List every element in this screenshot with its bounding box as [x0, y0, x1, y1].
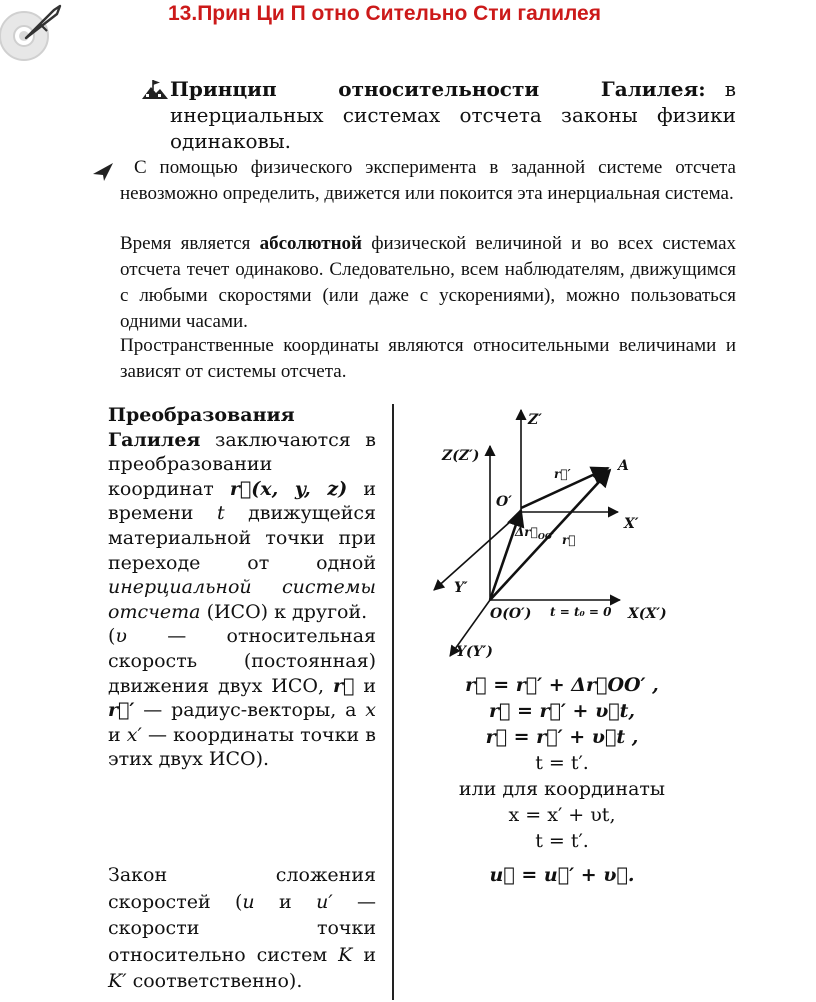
- principle-block: [140, 76, 736, 154]
- velocity-symbol: υ: [115, 625, 127, 648]
- compass-target-icon: [0, 2, 64, 66]
- delta-r-vector: [490, 510, 521, 600]
- note-text-1: — относительная скорость (постоянная) движения двух ИСО,: [108, 625, 377, 697]
- absolute-term: абсолютной: [259, 233, 362, 254]
- note-open: (: [108, 625, 116, 648]
- formula-7: u⃗ = u⃗′ + υ⃗.: [489, 864, 635, 886]
- z-prime-label: Z′: [528, 412, 542, 428]
- origin-label: O(O′): [490, 606, 532, 622]
- u-prime-symbol: u′: [316, 890, 333, 913]
- k-prime-symbol: K′: [108, 970, 127, 992]
- r-prime-symbol: r⃗′: [108, 699, 135, 722]
- inertial-frame-term: инерциальной системы отсчета: [108, 576, 376, 623]
- coordinates-caption: или для координаты: [458, 778, 666, 800]
- r-prime-label: r⃗′: [554, 467, 571, 481]
- x-symbol: x: [365, 699, 377, 722]
- paragraph-experiment: С помощью физического эксперимента в заданной системе отсчета невозможно определить, движется или покоится эта инерциальная система.: [120, 157, 736, 204]
- position-vector: r⃗(x, y, z): [229, 477, 348, 500]
- o-prime-label: O′: [496, 494, 512, 510]
- transform-text-2: и времени: [108, 477, 376, 525]
- transform-lead: Преобразования Галилея: [108, 404, 295, 451]
- and-word-2: и: [108, 723, 121, 746]
- law-text-2: — скорости точки относительно систем: [108, 890, 377, 966]
- u-symbol: u: [242, 890, 255, 913]
- delta-r-label: $\Delta r⃗_{OO'}$: [515, 525, 554, 541]
- reference-frames-diagram: [420, 404, 700, 668]
- formula-1: r⃗ = r⃗′ + Δr⃗OO′ ,: [465, 674, 659, 696]
- formula-2: r⃗ = r⃗′ + υ⃗t,: [488, 700, 636, 722]
- time-text-start: Время является: [120, 233, 251, 254]
- velocity-law-text: [108, 862, 376, 995]
- law-and-2: и: [363, 943, 376, 966]
- y-label: Y(Y′): [456, 644, 493, 660]
- galileo-transform-text: [108, 403, 376, 772]
- time-text-end: физической величиной и во всех системах отсчета течет одинаково. Следовательно, всем наблюдателям, движущимся с любыми скоростями (или даже с ускорениями), можно пользоваться одними часами.: [120, 233, 737, 332]
- point-a-label: A: [618, 458, 629, 474]
- time-symbol: t: [216, 502, 225, 525]
- formula-6: t = t′.: [535, 830, 589, 852]
- k-symbol: K: [338, 943, 353, 966]
- arrow-pointer-icon: [92, 162, 114, 182]
- mountain-flag-icon: [140, 78, 170, 100]
- paragraph-coordinates: Пространственные координаты являются относительными величинами и зависят от системы отсчета.: [120, 335, 736, 382]
- law-text-1: Закон сложения скоростей (: [108, 864, 376, 913]
- y-prime-label: Y′: [454, 580, 468, 596]
- principle-body: в инерциальных системах отсчета законы физики одинаковы.: [170, 77, 737, 153]
- note-text-2: — радиус-векторы, а: [143, 699, 357, 722]
- principle-heading: Принцип относительности Галилея:: [170, 77, 706, 101]
- transform-text-4: (ИСО) к другой.: [206, 600, 368, 623]
- formulas-block: [430, 672, 694, 888]
- formula-4: t = t′.: [535, 752, 589, 774]
- formula-5: x = x′ + υt,: [508, 804, 616, 826]
- r-symbol: r⃗: [332, 674, 355, 697]
- x-prime-symbol: x′: [126, 723, 142, 746]
- z-label: Z(Z′): [442, 448, 480, 464]
- formula-3: r⃗ = r⃗′ + υ⃗t ,: [485, 726, 639, 748]
- x-label: X(X′): [628, 606, 667, 622]
- r-vector-label: r⃗: [562, 533, 576, 547]
- transform-text-1: заключаются в преобразовании координат: [108, 428, 377, 500]
- page-title: 13.Прин Ци П отно Сительно Сти галилея: [168, 2, 601, 25]
- transform-text-3: движущейся материальной точки при переходе от одной: [108, 502, 376, 574]
- law-text-3: соответственно).: [132, 970, 303, 992]
- and-word-1: и: [363, 674, 376, 697]
- note-text-3: — координаты точки в этих двух ИСО).: [108, 723, 376, 771]
- time-condition-label: t = t₀ = 0: [550, 605, 612, 619]
- law-and-1: и: [279, 890, 292, 913]
- x-prime-label: X′: [624, 516, 639, 532]
- column-divider: [392, 404, 394, 1000]
- paragraph-time: [120, 231, 736, 335]
